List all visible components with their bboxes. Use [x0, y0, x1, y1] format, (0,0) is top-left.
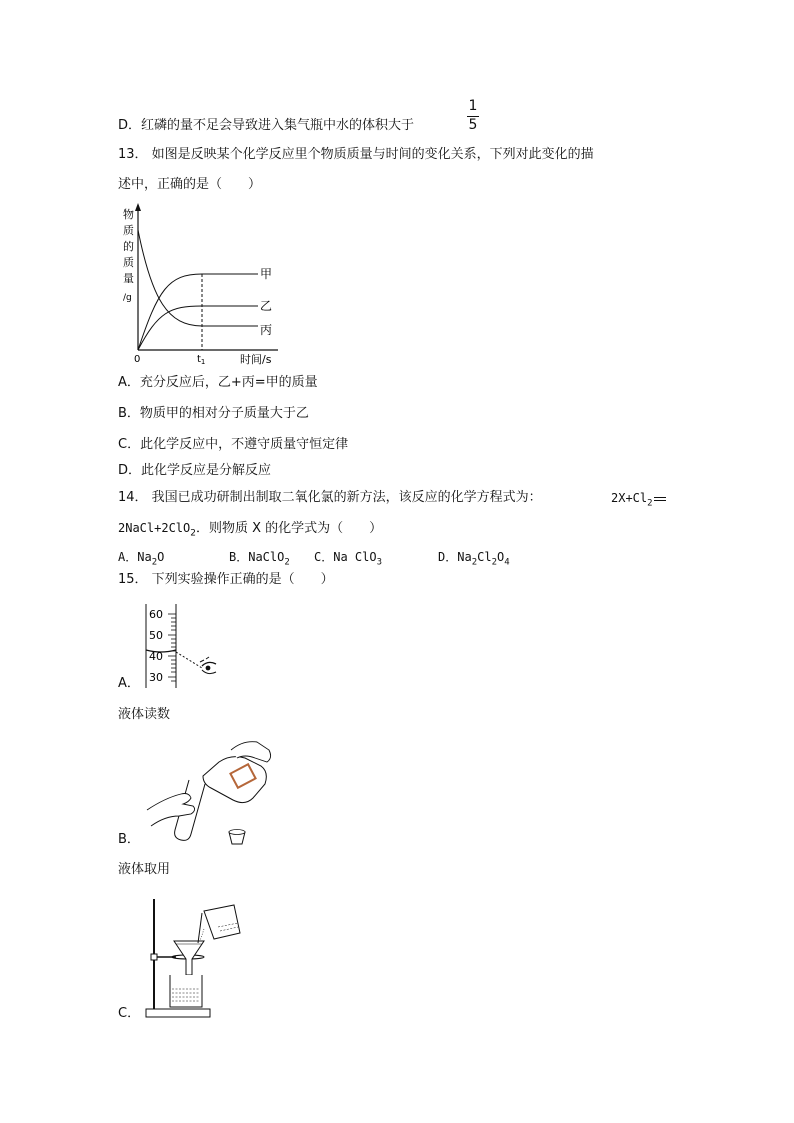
- q14-option-d: D．$Na_2Cl_2O_4$: [438, 550, 510, 568]
- eye-icon: [200, 657, 216, 674]
- q14-stem-line2: 2NaCl+2ClO$_2$．则物质 X 的化学式为（ ）: [118, 521, 383, 539]
- fraction-denominator: 5: [468, 117, 478, 133]
- curve-bing: [138, 230, 258, 326]
- q12-option-d: [118, 118, 414, 134]
- y-unit: /g: [123, 293, 132, 303]
- cylinder-scale: [168, 614, 176, 681]
- tick-label: 50: [149, 629, 163, 642]
- ylabel-char: 物: [123, 208, 134, 221]
- q13-option-c: C．此化学反应中，不遵守质量守恒定律: [118, 437, 349, 452]
- q15-stem: 15． 下列实验操作正确的是（ ）: [118, 572, 334, 587]
- series-label-yi: 乙: [260, 299, 273, 313]
- sight-line: [176, 652, 202, 668]
- liquid-stream: [200, 929, 204, 941]
- q15-option-a-letter: A．: [118, 676, 140, 691]
- origin-label: 0: [134, 354, 141, 365]
- curve-jia: [138, 274, 258, 350]
- q12-option-d-text: D．红磷的量不足会导致进入集气瓶中水的体积大于: [118, 118, 415, 133]
- q14-stem-line1: 14． 我国已成功研制出制取二氧化氯的新方法，该反应的化学方程式为：: [118, 490, 542, 505]
- q13-option-a: A．充分反应后，乙+丙=甲的质量: [118, 375, 318, 390]
- curve-yi: [138, 306, 258, 350]
- q14-equation-lhs: $2X+Cl_2$: [611, 491, 666, 508]
- fraction-numerator: 1: [468, 98, 478, 114]
- ylabel-char: 质: [123, 224, 134, 237]
- q15-option-b-caption: 液体取用: [118, 862, 171, 877]
- y-axis-arrow: [135, 203, 141, 211]
- pouring-beaker: [204, 905, 240, 939]
- filtration-apparatus-image: [140, 893, 250, 1023]
- t1-label: $t_1$: [197, 354, 206, 366]
- q13-option-b: B．物质甲的相对分子质量大于乙: [118, 406, 309, 421]
- q13-stem-line1: 13． 如图是反映某个化学反应里个物质质量与时间的变化关系，下列对此变化的描: [118, 147, 594, 162]
- receiving-beaker: [170, 975, 202, 1007]
- q13-stem-line2: 述中，正确的是（ ）: [118, 177, 262, 192]
- ylabel-char: 的: [123, 240, 134, 253]
- stand-base: [146, 1009, 210, 1017]
- q15-option-c-letter: C．: [118, 1006, 141, 1021]
- x-axis-label: 时间/s: [240, 353, 272, 366]
- ylabel-char: 量: [123, 272, 134, 285]
- q14-option-b: B．NaClO$_2$: [229, 550, 290, 568]
- mass-time-graph: [118, 200, 288, 370]
- series-label-jia: 甲: [260, 267, 273, 281]
- q15-option-b-letter: B．: [118, 832, 140, 847]
- graduated-cylinder-image: [140, 602, 230, 692]
- equals-sign: [654, 497, 666, 501]
- q14-option-a: A．$Na_2O$: [118, 550, 165, 568]
- tick-label: 30: [149, 671, 163, 684]
- tick-label: 60: [149, 608, 163, 621]
- q13-option-d: D．此化学反应是分解反应: [118, 463, 272, 478]
- series-label-bing: 丙: [260, 323, 273, 337]
- liquid-pouring-image: [145, 736, 275, 846]
- q15-option-a-caption: 液体读数: [118, 707, 171, 722]
- q14-option-c: C．Na ClO$_3$: [314, 550, 382, 568]
- glass-rod: [198, 913, 202, 943]
- tick-label: 40: [149, 650, 163, 663]
- ylabel-char: 质: [123, 256, 134, 269]
